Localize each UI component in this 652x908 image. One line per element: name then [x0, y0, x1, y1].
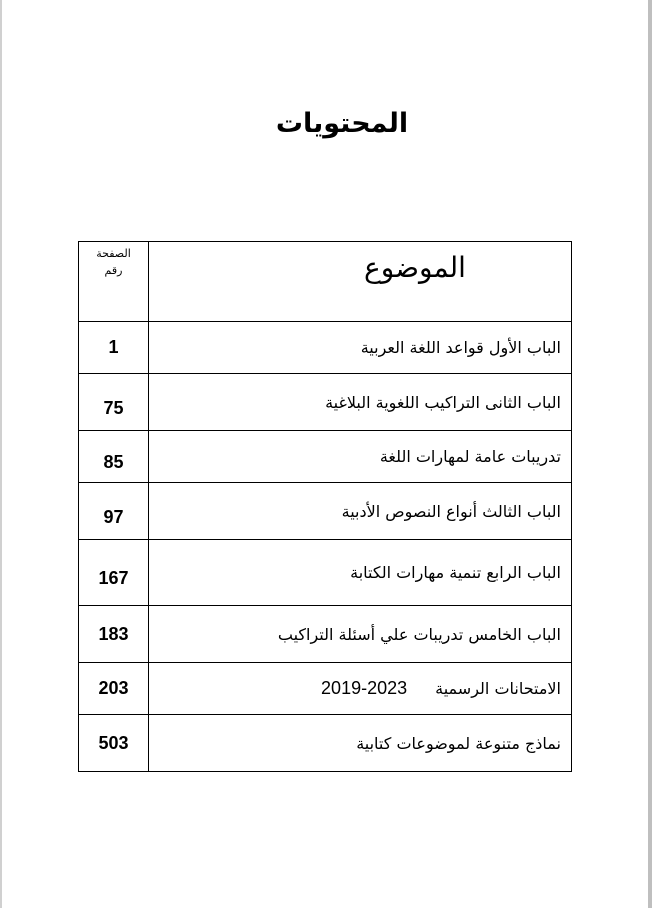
topic-header [149, 242, 572, 322]
row-page-number: 503 [79, 715, 149, 772]
row-topic [149, 663, 572, 715]
table-row [79, 374, 572, 431]
row-page-number [79, 540, 149, 606]
table-header-row [79, 242, 572, 322]
table-row [79, 322, 572, 374]
row-page-number-text: 167 [98, 568, 129, 588]
row-page-number [79, 374, 149, 431]
page-header-label-line1: الصفحة [96, 246, 131, 260]
row-page-number-text: 97 [103, 506, 124, 527]
table-row [79, 715, 572, 772]
row-topic: تدريبات عامة لمهارات اللغة [149, 431, 572, 483]
table-row [79, 540, 572, 606]
table-row [79, 663, 572, 715]
table-row [79, 606, 572, 663]
row-page-number-text: 85 [103, 452, 124, 472]
topic-header-label: الموضوع [364, 251, 466, 284]
table-row [79, 431, 572, 483]
row-page-number-text: 75 [103, 397, 124, 418]
row-topic: الباب الثالث أنواع النصوص الأدبية [149, 483, 572, 540]
row-topic: نماذج متنوعة لموضوعات كتابية [149, 715, 572, 772]
page-title: المحتويات [275, 108, 409, 139]
row-topic: الباب الرابع تنمية مهارات الكتابة [149, 540, 572, 606]
exam-years: 2019-2023 [321, 678, 408, 698]
row-page-number: 1 [79, 322, 149, 374]
exam-topic-text: الامتحانات الرسمية [435, 679, 561, 698]
row-page-number: 203 [79, 663, 149, 715]
page-number-header [79, 242, 149, 322]
contents-table [78, 241, 572, 772]
row-topic: الباب الخامس تدريبات علي أسئلة التراكيب [149, 606, 572, 663]
table-row [79, 483, 572, 540]
row-page-number [79, 483, 149, 540]
row-topic: الباب الثانى التراكيب اللغوية البلاغية [149, 374, 572, 431]
row-page-number [79, 431, 149, 483]
page-header-label-line2: رقم [104, 263, 123, 277]
row-page-number: 183 [79, 606, 149, 663]
row-topic: الباب الأول قواعد اللغة العربية [149, 322, 572, 374]
